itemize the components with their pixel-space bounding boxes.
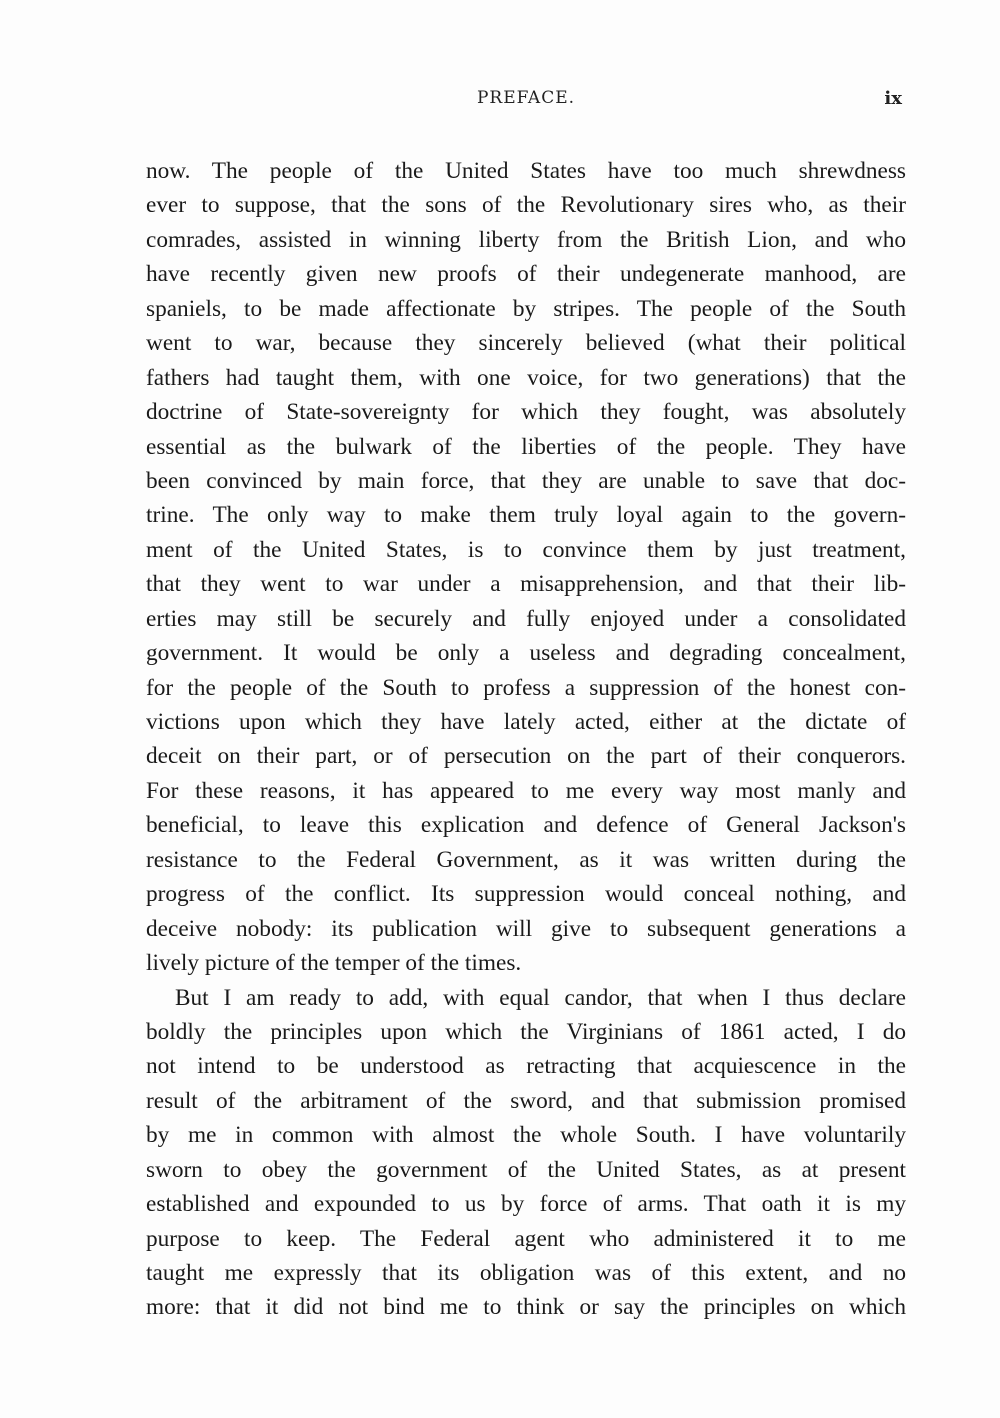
text-line: lively picture of the temper of the times.: [146, 950, 522, 977]
text-line: doctrine of State-sovereignty for which they fought, was absolutely: [146, 399, 906, 426]
text-line: resistance to the Federal Government, as it was written during the: [146, 846, 906, 873]
text-line: not intend to be understood as retracting that acquiescence in the: [146, 1053, 906, 1080]
text-line: for the people of the South to profess a suppression of the honest con-: [146, 674, 906, 701]
text-line: erties may still be securely and fully enjoyed under a consolidated: [146, 605, 906, 632]
page-number: ix: [884, 88, 902, 109]
text-line: beneficial, to leave this explication and defence of General Jackson's: [146, 812, 906, 839]
text-line: went to war, because they sincerely believed (what their political: [146, 330, 906, 357]
text-line: taught me expressly that its obligation was of this extent, and no: [146, 1260, 906, 1286]
text-line: now. The people of the United States have too much shrewdness: [146, 158, 906, 184]
text-line: been convinced by main force, that they are unable to save that doc-: [146, 467, 906, 494]
text-line: For these reasons, it has appeared to me every way most manly and: [146, 777, 906, 804]
text-line: essential as the bulwark of the liberties of the people. They have: [146, 433, 906, 460]
text-line: victions upon which they have lately acted, either at the dictate of: [146, 709, 906, 735]
running-header: [146, 88, 906, 118]
text-line: more: that it did not bind me to think or say the principles on which: [146, 1294, 906, 1321]
text-line: have recently given new proofs of their undegenerate manhood, are: [146, 261, 906, 288]
text-line: ment of the United States, is to convince them by just treatment,: [146, 536, 906, 563]
text-line: comrades, assisted in winning liberty from the British Lion, and who: [146, 226, 906, 253]
text-line: purpose to keep. The Federal agent who administered it to me: [146, 1225, 906, 1252]
text-line: sworn to obey the government of the United States, as at present: [146, 1156, 906, 1183]
body-text: [146, 154, 906, 1325]
running-title: PREFACE.: [476, 88, 576, 108]
text-line: deceit on their part, or of persecution on the part of their conquerors.: [146, 743, 906, 770]
text-line: result of the arbitrament of the sword, and that submission promised: [146, 1087, 906, 1114]
text-line: progress of the conflict. Its suppression would conceal nothing, and: [146, 881, 906, 908]
text-line: deceive nobody: its publication will give to subsequent generations a: [146, 915, 906, 942]
paragraph: [146, 154, 906, 981]
text-line: by me in common with almost the whole South. I have voluntarily: [146, 1122, 906, 1149]
text-line: ever to suppose, that the sons of the Revolutionary sires who, as their: [146, 192, 906, 219]
text-line: boldly the principles upon which the Virginians of 1861 acted, I do: [146, 1018, 906, 1045]
text-line: established and expounded to us by force of arms. That oath it is my: [146, 1191, 906, 1218]
text-line: But I am ready to add, with equal candor, that when I thus declare: [175, 984, 906, 1011]
paragraph: [146, 981, 906, 1325]
text-line: that they went to war under a misapprehension, and that their lib-: [146, 571, 906, 598]
text-line: spaniels, to be made affectionate by stripes. The people of the South: [146, 295, 906, 322]
text-line: trine. The only way to make them truly loyal again to the govern-: [146, 502, 906, 529]
text-line: fathers had taught them, with one voice, for two generations) that the: [146, 364, 906, 391]
text-line: government. It would be only a useless and degrading concealment,: [146, 640, 906, 667]
